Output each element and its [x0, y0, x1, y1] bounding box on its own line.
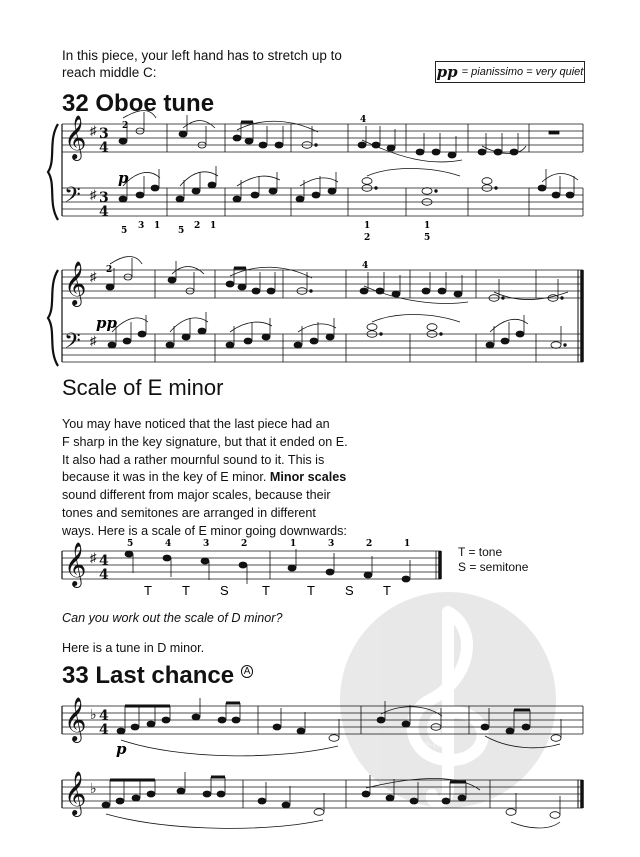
scale-staff: [62, 542, 441, 588]
minor-scales-bold: Minor scales: [269, 470, 347, 485]
time-signature-top: 4: [99, 708, 109, 724]
svg-text:3: 3: [203, 539, 210, 549]
lh-notes-2: [108, 312, 566, 348]
key-sharp-icon: ♯: [90, 269, 97, 284]
para-line-7: ways. Here is a scale of E minor going downwards:: [62, 523, 347, 538]
svg-text:1: 1: [290, 539, 297, 549]
svg-text:2: 2: [241, 539, 248, 549]
rh-notes-1: [119, 111, 559, 162]
svg-text:S: S: [220, 583, 229, 598]
d-minor-intro: Here is a tune in D minor.: [62, 641, 205, 655]
lh-notes-1: [119, 166, 578, 205]
legend-semitone: S = semitone: [458, 560, 529, 574]
para-line-6: tones and semitones are arranged in different: [62, 505, 316, 520]
watermark-text: sue-nos: [412, 739, 452, 751]
intro-line-2: reach middle C:: [62, 65, 157, 80]
svg-text:3: 3: [138, 221, 145, 231]
treble-clef-icon: 𝄞: [64, 115, 87, 159]
svg-text:5: 5: [121, 226, 128, 236]
bass-clef-icon: 𝄢: [64, 183, 81, 213]
pp-definition: = pianissimo = very quiet: [461, 66, 584, 78]
key-sharp-icon: ♯: [90, 550, 97, 565]
time-signature-top: 3: [99, 126, 109, 142]
pp-mark: pp: [436, 63, 458, 81]
svg-text:5: 5: [127, 539, 134, 549]
dynamic-p-1: p: [118, 169, 129, 187]
svg-text:3: 3: [328, 539, 335, 549]
system-32-2: [48, 257, 583, 367]
time-signature-bottom: 4: [99, 722, 109, 738]
svg-text:1: 1: [210, 221, 217, 231]
svg-text:T: T: [144, 583, 152, 598]
piece-33-number: 33: [62, 662, 89, 689]
time-signature-bottom: 4: [99, 567, 109, 583]
rh-notes-2: [106, 257, 568, 304]
svg-text:T: T: [182, 583, 190, 598]
scale-heading: Scale of E minor: [62, 375, 224, 400]
svg-text:1: 1: [364, 221, 371, 231]
svg-text:5: 5: [178, 226, 185, 236]
para-line-5: sound different from major scales, because their: [62, 488, 331, 503]
svg-text:1: 1: [154, 221, 161, 231]
key-sharp-icon: ♯: [90, 187, 97, 202]
para-line-1: You may have noticed that the last piece had an: [62, 417, 330, 431]
key-sharp-icon: ♯: [90, 333, 97, 348]
treble-clef-watermark-icon: [340, 592, 556, 808]
whole-rest-icon: [549, 131, 559, 134]
time-signature-bottom: 4: [99, 140, 109, 156]
dynamic-p-33: p: [116, 740, 127, 758]
treble-clef-icon: 𝄞: [64, 697, 87, 741]
svg-text:T: T: [307, 583, 315, 598]
svg-text:2: 2: [366, 539, 373, 549]
legend-tone: T = tone: [458, 545, 503, 559]
para-line-4: because it was in the key of E minor. Minor scales: [62, 470, 347, 485]
scale-steps: [144, 583, 391, 598]
key-sharp-icon: ♯: [90, 123, 97, 138]
time-signature-top: 4: [99, 553, 109, 569]
svg-text:T: T: [383, 583, 391, 598]
dynamic-pp: pp: [96, 314, 117, 332]
svg-text:5: 5: [424, 233, 431, 243]
key-flat-icon: ♭: [90, 780, 97, 796]
fingering-2: 2: [106, 265, 113, 275]
d-minor-question: Can you work out the scale of D minor?: [62, 611, 283, 625]
intro-line-1: In this piece, your left hand has to stretch up to: [62, 48, 342, 63]
system-33-2: [62, 771, 583, 828]
piece-32-title: Oboe tune: [95, 90, 215, 117]
svg-text:S: S: [345, 583, 354, 598]
svg-text:4: 4: [165, 539, 172, 549]
audio-track-icon: A: [241, 665, 254, 678]
svg-text:T: T: [262, 583, 270, 598]
para-line-3: It also had a rather mournful sound to it. This is: [62, 452, 325, 467]
treble-clef-icon: 𝄞: [64, 542, 87, 586]
svg-text:1: 1: [424, 221, 431, 231]
system-33-1: [62, 697, 583, 756]
bass-clef-icon: 𝄢: [64, 329, 81, 359]
svg-text:1: 1: [404, 539, 411, 549]
para-line-2: F sharp in the key signature, but that it ended on E.: [62, 434, 348, 449]
fingering-4: 4: [362, 261, 369, 271]
svg-text:2: 2: [194, 221, 201, 231]
time-signature-bottom: 4: [99, 204, 109, 220]
svg-text:2: 2: [364, 233, 371, 243]
treble-clef-icon: 𝄞: [64, 771, 87, 815]
key-flat-icon: ♭: [90, 706, 97, 722]
piece-33-title: Last chance: [95, 662, 235, 689]
time-signature-top: 3: [99, 190, 109, 206]
svg-text:4: 4: [360, 115, 367, 125]
piece-32-number: 32: [62, 90, 89, 117]
svg-text:2: 2: [122, 121, 129, 131]
scale-fingering: [127, 539, 410, 549]
treble-clef-icon: 𝄞: [64, 261, 87, 305]
